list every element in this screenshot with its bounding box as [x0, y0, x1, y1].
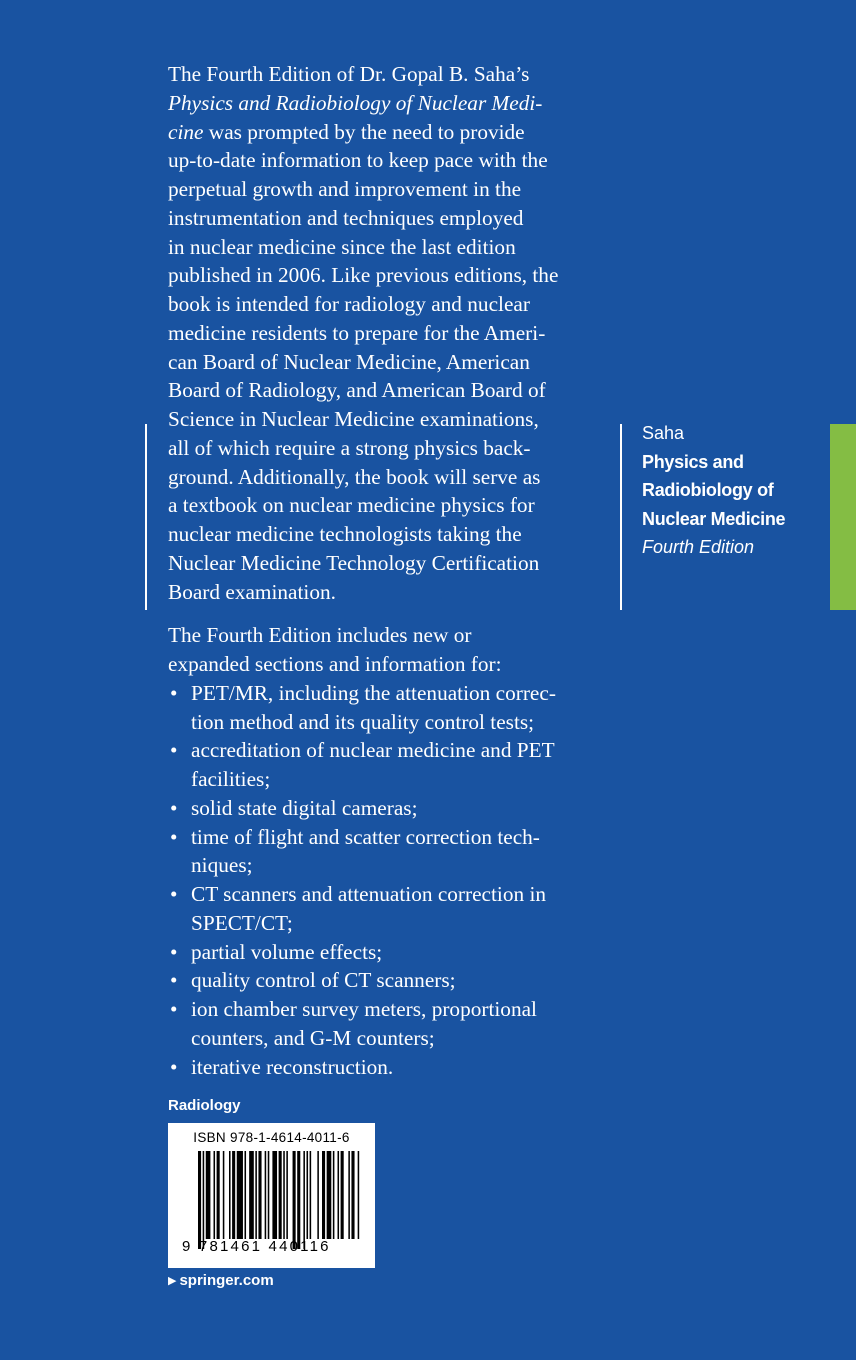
list-item: [168, 938, 608, 967]
left-divider-rule: [145, 424, 147, 610]
barcode-bar: [341, 1151, 344, 1239]
isbn-label: ISBN 978-1-4614-4011-6: [193, 1130, 350, 1145]
barcode-bar: [265, 1151, 267, 1239]
barcode-bar: [283, 1151, 285, 1239]
blurb-line: The Fourth Edition includes new or: [168, 623, 472, 648]
barcode-bar: [322, 1151, 325, 1239]
barcode-bar: [272, 1151, 277, 1239]
blurb-line: Science in Nuclear Medicine examinations,: [168, 407, 539, 431]
features-list: [168, 679, 608, 1082]
blurb-line: book is intended for radiology and nuclear: [168, 292, 530, 316]
list-item: [168, 995, 608, 1053]
list-item-line: • CT scanners and attenuation correction in: [191, 882, 547, 906]
barcode-bars: [198, 1151, 363, 1249]
blurb-line: The Fourth Edition of Dr. Gopal B. Saha’s: [168, 62, 530, 86]
list-item: [168, 679, 608, 737]
isbn-barcode: [168, 1123, 375, 1268]
list-item-line: SPECT/CT;: [191, 910, 293, 935]
barcode-bar: [358, 1151, 360, 1239]
barcode-bar: [293, 1151, 296, 1249]
barcode-bar: [279, 1151, 282, 1239]
barcode-bar: [307, 1151, 309, 1239]
blurb-line: ground. Additionally, the book will serve as: [168, 464, 541, 489]
blurb-line: [168, 118, 608, 147]
book-title-line: Nuclear Medicine: [642, 508, 786, 529]
blurb-line-rest: was prompted by the need to provide: [203, 119, 525, 144]
list-item-line: niques;: [191, 853, 253, 878]
barcode-bar: [223, 1151, 225, 1239]
barcode-bar: [317, 1151, 319, 1239]
barcode-bar: [217, 1151, 220, 1239]
intro-paragraph: [168, 60, 608, 606]
right-divider-rule: [620, 424, 622, 610]
list-item-line: • partial volume effects;: [191, 939, 383, 964]
blurb-line: Board of Radiology, and American Board of: [168, 378, 546, 403]
barcode-bar: [229, 1151, 231, 1239]
barcode-bar: [198, 1151, 201, 1249]
book-title-italic: cine: [168, 119, 204, 144]
list-item: [168, 794, 608, 823]
blurb-line: perpetual growth and improvement in the: [168, 177, 522, 201]
book-title-line: Radiobiology of: [642, 480, 774, 500]
list-item-line: facilities;: [191, 767, 271, 791]
list-item-line: • time of flight and scatter correction tech-: [191, 824, 540, 849]
barcode-bar: [327, 1151, 332, 1239]
blurb-line: a textbook on nuclear medicine physics for: [168, 493, 535, 518]
subject-category: Radiology: [168, 1097, 241, 1114]
list-item-line: • iterative reconstruction.: [191, 1054, 394, 1079]
list-item: [168, 736, 608, 794]
description-blurb: [168, 60, 608, 1081]
author-name: Saha: [642, 423, 685, 443]
list-item: [168, 966, 608, 995]
list-item: [168, 823, 608, 881]
blurb-line: expanded sections and information for:: [168, 652, 502, 676]
features-intro: [168, 621, 608, 679]
barcode-bar: [203, 1151, 205, 1249]
green-accent-tab: [830, 424, 856, 610]
list-item-line: • solid state digital cameras;: [191, 795, 418, 820]
edition-label: Fourth Edition: [642, 537, 755, 557]
barcode-bar: [351, 1151, 354, 1239]
list-item-line: tion method and its quality control tests;: [191, 709, 535, 734]
barcode-bar: [303, 1151, 305, 1249]
barcode-bar: [338, 1151, 340, 1239]
publisher-url-text: springer.com: [179, 1272, 274, 1289]
barcode-bar: [310, 1151, 312, 1239]
barcode-bar: [348, 1151, 350, 1239]
ean-digits: 9 781461 440116: [182, 1238, 331, 1255]
blurb-line: Board examination.: [168, 579, 336, 604]
list-item-line: • accreditation of nuclear medicine and PET: [191, 738, 555, 763]
barcode-bar: [333, 1151, 335, 1239]
blurb-line: all of which require a strong physics back-: [168, 435, 531, 460]
barcode-bar: [268, 1151, 270, 1239]
barcode-bar: [286, 1151, 288, 1239]
barcode-bar: [245, 1151, 247, 1239]
publisher-url[interactable]: [168, 1272, 274, 1289]
barcode-bar: [214, 1151, 216, 1239]
blurb-line: published in 2006. Like previous editions, the: [168, 263, 559, 288]
blurb-line: [168, 89, 608, 118]
blurb-line: up-to-date information to keep pace with the: [168, 148, 548, 173]
list-item: [168, 880, 608, 938]
blurb-line: Nuclear Medicine Technology Certification: [168, 550, 540, 575]
list-item-line: • ion chamber survey meters, proportional: [191, 997, 537, 1021]
list-item-line: counters, and G-M counters;: [191, 1025, 435, 1050]
paragraph-gap: [168, 606, 608, 621]
barcode-bar: [232, 1151, 235, 1239]
blurb-line: nuclear medicine technologists taking the: [168, 522, 522, 546]
list-item: [168, 1053, 608, 1082]
list-item-line: • quality control of CT scanners;: [191, 968, 456, 993]
arrow-right-icon: ▶: [168, 1275, 177, 1287]
blurb-line: in nuclear medicine since the last edition: [168, 234, 516, 259]
blurb-line: medicine residents to prepare for the Ameri-: [168, 320, 546, 345]
barcode-bar: [237, 1151, 243, 1239]
blurb-line: can Board of Nuclear Medicine, American: [168, 349, 530, 374]
barcode-bar: [255, 1151, 257, 1239]
blurb-line: instrumentation and techniques employed: [168, 205, 524, 230]
barcode-bar: [206, 1151, 211, 1239]
barcode-bar: [249, 1151, 254, 1239]
spine-label: [642, 419, 828, 562]
barcode-bar: [297, 1151, 300, 1249]
list-item-line: • PET/MR, including the attenuation correc-: [191, 680, 556, 705]
book-title-line: Physics and: [642, 451, 744, 472]
book-title-italic: Physics and Radiobiology of Nuclear Medi-: [168, 90, 543, 115]
barcode-bar: [258, 1151, 261, 1239]
